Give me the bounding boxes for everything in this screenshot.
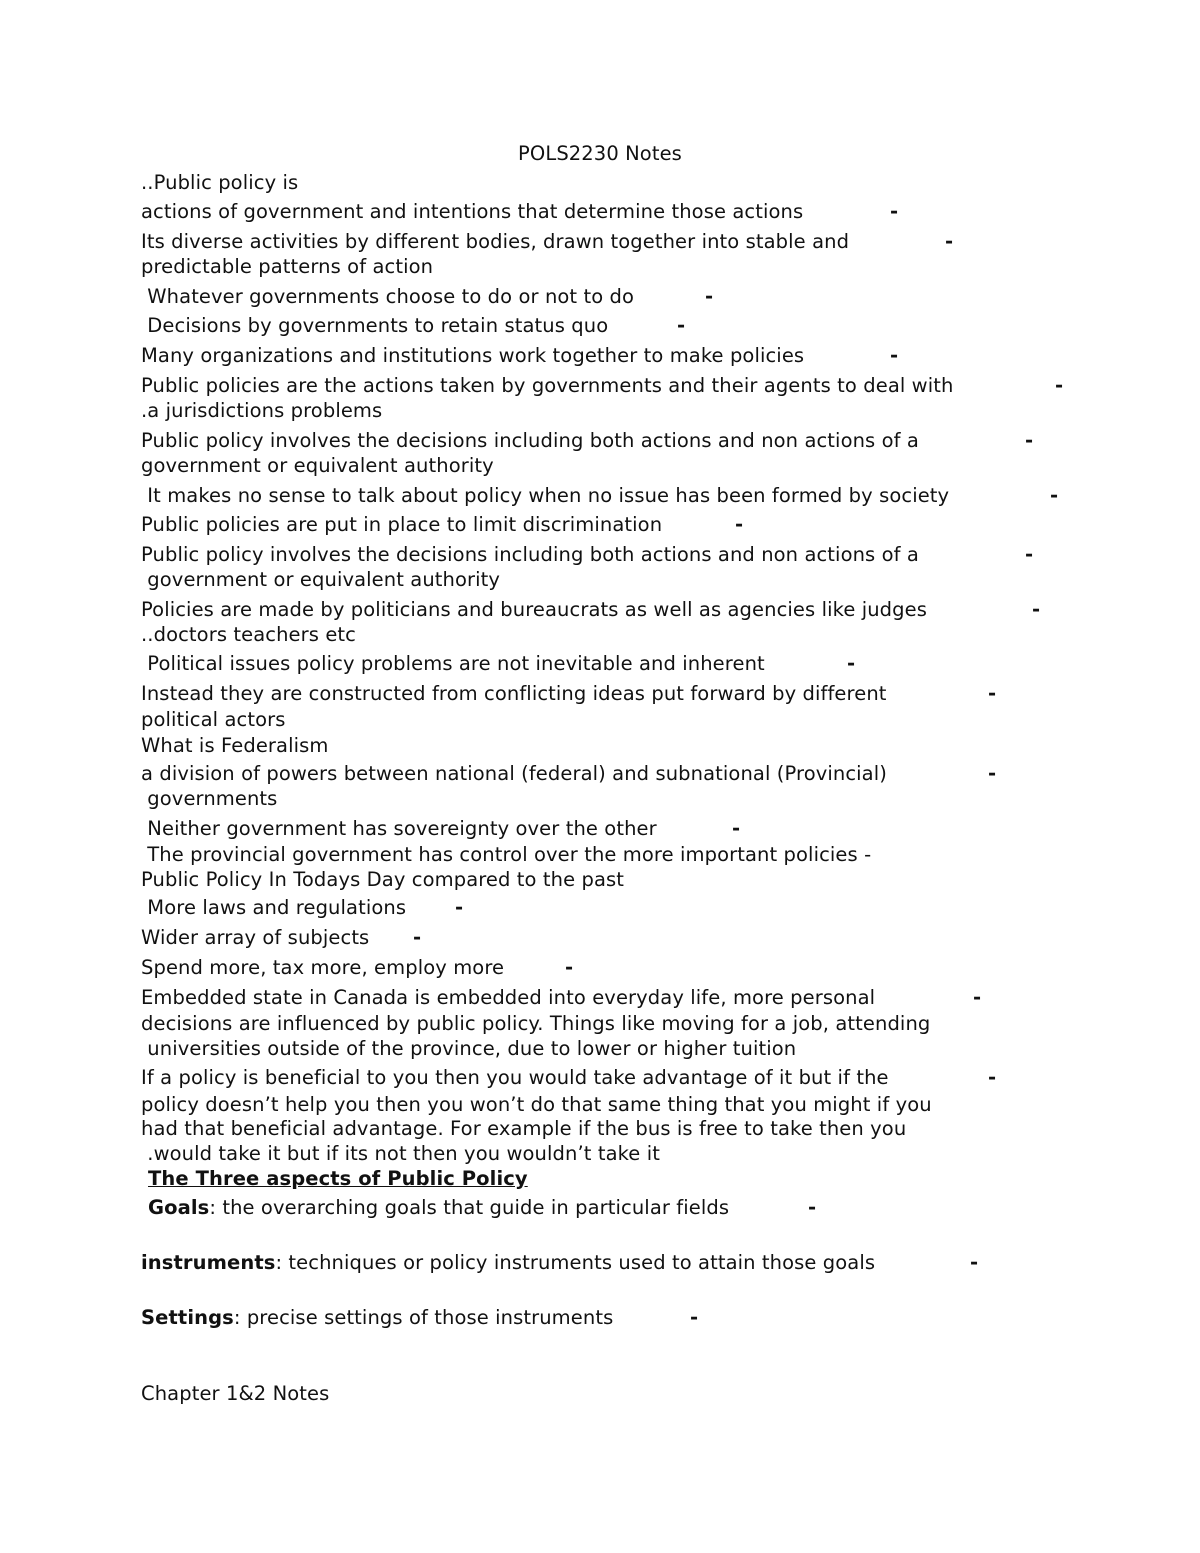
bullet-dash: - (945, 230, 954, 253)
bullet-dash: - (890, 200, 899, 223)
text-line: The provincial government has control over the more important policies - (141, 843, 872, 866)
bullet-dash: - (988, 682, 997, 705)
aspect-goals (148, 1197, 729, 1219)
text-line: Whatever governments choose to do or not to do (141, 285, 635, 308)
bullet-dash: - (732, 817, 741, 840)
aspect-term: Settings (141, 1306, 234, 1329)
text-line: ..Public policy is (141, 171, 299, 194)
bullet-dash: - (705, 285, 714, 308)
text-line: Public policies are the actions taken by governments and their agents to deal with (141, 374, 954, 397)
aspect-term: instruments (141, 1251, 276, 1274)
text-line: actions of government and intentions that determine those actions (141, 200, 804, 223)
bullet-dash: - (455, 896, 464, 919)
text-line: Decisions by governments to retain status quo (141, 314, 609, 337)
section-heading-federalism: What is Federalism (141, 734, 329, 757)
text-line: policy doesn’t help you then you won’t do that same thing that you might if you (141, 1093, 932, 1116)
text-line: Spend more, tax more, employ more (141, 956, 505, 979)
aspect-term: Goals (148, 1196, 210, 1219)
bullet-dash: - (1025, 429, 1034, 452)
text-line: Wider array of subjects (141, 926, 370, 949)
text-line: Public policy involves the decisions including both actions and non actions of a (141, 543, 919, 566)
text-line: had that beneficial advantage. For example if the bus is free to take then you (141, 1117, 907, 1140)
text-line: ..doctors teachers etc (141, 623, 356, 646)
text-line: .a jurisdictions problems (141, 399, 383, 422)
bullet-dash: - (735, 513, 744, 536)
bullet-dash: - (973, 986, 982, 1009)
text-line: political actors (141, 708, 286, 731)
text-line: Political issues policy problems are not inevitable and inherent (141, 652, 765, 675)
bullet-dash: - (677, 314, 686, 337)
text-line: It makes no sense to talk about policy when no issue has been formed by society (141, 484, 950, 507)
text-line: decisions are influenced by public policy. Things like moving for a job, attending (141, 1012, 931, 1035)
text-line: predictable patterns of action (141, 255, 434, 278)
section-heading-today: Public Policy In Todays Day compared to the past (141, 868, 625, 891)
text-line: If a policy is beneficial to you then you would take advantage of it but if the (141, 1066, 889, 1089)
bullet-dash: - (1050, 484, 1059, 507)
bullet-dash: - (413, 926, 422, 949)
bullet-dash: - (988, 1066, 997, 1089)
text-line: Many organizations and institutions work together to make policies (141, 344, 805, 367)
text-line: Embedded state in Canada is embedded into everyday life, more personal (141, 986, 876, 1009)
bullet-dash: - (808, 1196, 817, 1219)
document-title: POLS2230 Notes (518, 142, 682, 165)
text-line: government or equivalent authority (141, 568, 501, 591)
chapter-footer: Chapter 1&2 Notes (141, 1382, 330, 1405)
aspect-instruments (141, 1252, 875, 1274)
bullet-dash: - (1032, 598, 1041, 621)
text-line: Neither government has sovereignty over the other (141, 817, 657, 840)
bullet-dash: - (690, 1306, 699, 1329)
bullet-dash: - (565, 956, 574, 979)
text-line: governments (141, 787, 278, 810)
aspect-text: : techniques or policy instruments used to attain those goals (275, 1251, 876, 1274)
aspects-heading: The Three aspects of Public Policy (148, 1167, 528, 1190)
text-line: .would take it but if its not then you wouldn’t take it (141, 1142, 660, 1165)
text-line: More laws and regulations (141, 896, 407, 919)
text-line: Policies are made by politicians and bureaucrats as well as agencies like judges (141, 598, 927, 621)
text-line: Instead they are constructed from conflicting ideas put forward by different (141, 682, 887, 705)
text-line: universities outside of the province, due to lower or higher tuition (141, 1037, 797, 1060)
bullet-dash: - (1025, 543, 1034, 566)
aspect-text: : the overarching goals that guide in particular fields (209, 1196, 730, 1219)
text-line: Public policy involves the decisions including both actions and non actions of a (141, 429, 919, 452)
text-line: Its diverse activities by different bodies, drawn together into stable and (141, 230, 850, 253)
text-line: Public policies are put in place to limit discrimination (141, 513, 663, 536)
bullet-dash: - (890, 344, 899, 367)
bullet-dash: - (988, 762, 997, 785)
bullet-dash: - (970, 1251, 979, 1274)
aspect-settings (141, 1307, 613, 1329)
text-line: government or equivalent authority (141, 454, 494, 477)
bullet-dash: - (1055, 374, 1064, 397)
text-line: a division of powers between national (federal) and subnational (Provincial) (141, 762, 887, 785)
aspect-text: : precise settings of those instruments (233, 1306, 614, 1329)
bullet-dash: - (847, 652, 856, 675)
